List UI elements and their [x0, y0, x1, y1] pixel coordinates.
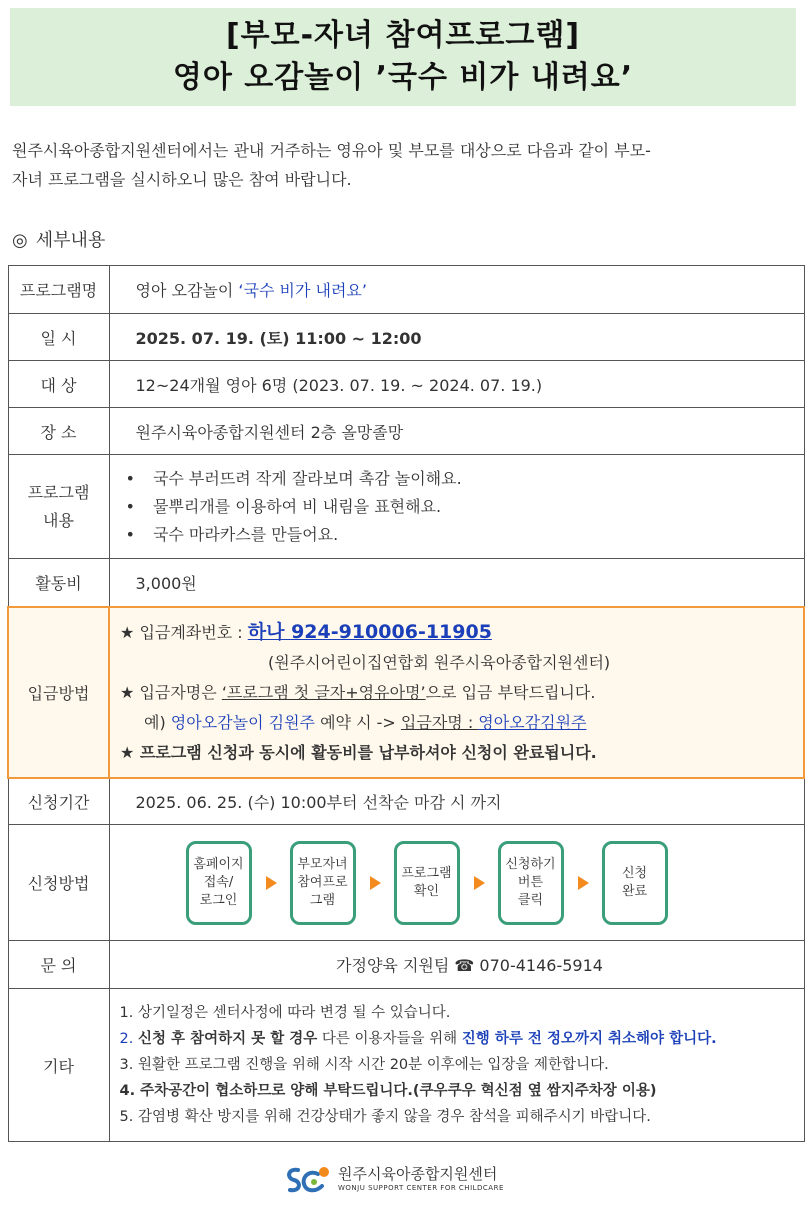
step-box: 신청 완료 — [602, 841, 668, 925]
content-item: • 물뿌리개를 이용하여 비 내림을 표현해요. — [126, 493, 804, 521]
section-heading-label: 세부내용 — [35, 230, 106, 251]
name-suffix: 으로 입금 부탁드립니다. — [425, 682, 596, 702]
etc-item-2-blue: 진행 하루 전 정오까지 취소해야 합니다. — [461, 1031, 717, 1047]
row-place — [8, 408, 804, 455]
etc-list — [116, 1000, 804, 1130]
intro-line-2: 자녀 프로그램을 실시하오니 많은 참여 바랍니다. — [12, 170, 352, 189]
center-logo-icon — [284, 1164, 332, 1194]
step-box: 프로그램 확인 — [394, 841, 460, 925]
account-number: 하나 924-910006-11905 — [247, 620, 492, 643]
row-target — [8, 361, 804, 408]
content-label — [8, 455, 109, 559]
arrow-right-icon — [370, 876, 381, 890]
example-label: 입금자명 : — [400, 712, 479, 732]
row-etc — [8, 989, 804, 1142]
datetime-value: 2025. 07. 19. (토) 11:00 ~ 12:00 — [109, 314, 804, 361]
double-circle-icon: ◎ — [12, 230, 28, 251]
method-steps — [110, 841, 804, 925]
row-datetime — [8, 314, 804, 361]
name-format: ‘프로그램 첫 글자+영유아명’ — [221, 682, 426, 702]
inquiry-label: 문 의 — [8, 941, 109, 989]
program-name-prefix: 영아 오감놀이 — [135, 281, 239, 300]
step-box: 신청하기 버튼 클릭 — [498, 841, 564, 925]
etc-value — [109, 989, 804, 1142]
deposit-notice: 프로그램 신청과 동시에 활동비를 납부하셔야 신청이 완료됩니다. — [139, 742, 597, 762]
place-value: 원주시육아종합지원센터 2층 올망졸망 — [109, 408, 804, 455]
content-list — [120, 465, 804, 549]
inquiry-value — [109, 941, 804, 989]
deposit-notice-line — [120, 738, 803, 768]
etc-item-2-mid: 다른 이용자들을 위해 — [317, 1031, 462, 1047]
row-period — [8, 778, 804, 825]
center-logo — [284, 1164, 504, 1194]
arrow-right-icon — [266, 876, 277, 890]
deposit-account-line — [120, 617, 803, 648]
step-box: 홈페이지 접속/ 로그인 — [186, 841, 252, 925]
etc-item: 1. 상기일정은 센터사정에 따라 변경 될 수 있습니다. — [119, 1005, 451, 1021]
example-program: 영아오감놀이 김원주 — [170, 712, 315, 732]
content-item: • 국수 마라카스를 만들어요. — [126, 521, 804, 549]
account-holder: (원주시어린이집연합회 원주시육아종합지원센터) — [268, 652, 611, 672]
content-label-line-1: 프로그램 — [27, 482, 90, 502]
content-item: • 국수 부러뜨려 작게 잘라보며 촉감 놀이해요. — [126, 465, 804, 493]
etc-item: 5. 감염병 확산 방지를 위해 건강상태가 좋지 않을 경우 참석을 피해주시기 바랍니다. — [119, 1109, 651, 1125]
period-value: 2025. 06. 25. (수) 10:00부터 선착순 마감 시 까지 — [109, 778, 804, 825]
target-label: 대 상 — [8, 361, 109, 408]
example-prefix: 예) — [144, 712, 171, 732]
star-icon: ★ — [120, 742, 135, 762]
row-deposit — [8, 607, 804, 778]
program-name-value — [109, 266, 804, 314]
datetime-label: 일 시 — [8, 314, 109, 361]
example-name: 영아오감김원주 — [478, 712, 587, 732]
fee-value: 3,000원 — [109, 559, 804, 607]
logo-name-ko: 원주시육아종합지원센터 — [338, 1165, 498, 1183]
etc-item: 3. 원활한 프로그램 진행을 위해 시작 시간 20분 이후에는 입장을 제한합니다. — [119, 1057, 609, 1073]
content-value — [109, 455, 804, 559]
intro-paragraph — [12, 136, 798, 194]
method-value — [109, 825, 804, 941]
logo-name-en: WONJU SUPPORT CENTER FOR CHILDCARE — [338, 1184, 504, 1192]
name-prefix: 입금자명은 — [139, 682, 222, 702]
details-table — [7, 265, 805, 1142]
etc-item — [120, 1026, 804, 1052]
title-line-1: [부모-자녀 참여프로그램] — [225, 18, 581, 53]
deposit-name-line — [120, 678, 803, 708]
example-mid: 예약 시 -> — [315, 712, 401, 732]
method-label: 신청방법 — [8, 825, 109, 941]
deposit-value — [109, 607, 804, 778]
step-box: 부모자녀 참여프로 그램 — [290, 841, 356, 925]
star-icon: ★ — [120, 682, 135, 702]
row-program-name — [8, 266, 804, 314]
deposit-label: 입금방법 — [8, 607, 109, 778]
center-logo-text — [338, 1165, 504, 1193]
title-banner — [10, 8, 796, 106]
target-value: 12~24개월 영아 6명 (2023. 07. 19. ~ 2024. 07. 19.) — [109, 361, 804, 408]
inquiry-phone: 070-4146-5914 — [474, 956, 603, 975]
fee-label: 활동비 — [8, 559, 109, 607]
etc-label: 기타 — [8, 989, 109, 1142]
row-content — [8, 455, 804, 559]
deposit-example-line — [120, 708, 803, 738]
place-label: 장 소 — [8, 408, 109, 455]
arrow-right-icon — [578, 876, 589, 890]
inquiry-team: 가정양육 지원팀 — [336, 956, 455, 975]
account-label: 입금계좌번호 : — [139, 622, 248, 642]
row-fee — [8, 559, 804, 607]
phone-icon: ☎ — [454, 956, 475, 975]
etc-item-2-bold: 신청 후 참여하지 못 할 경우 — [137, 1031, 318, 1047]
program-name-quoted: ‘국수 비가 내려요’ — [238, 281, 367, 300]
etc-item-2-num: 2. — [119, 1031, 138, 1047]
intro-line-1: 원주시육아종합지원센터에서는 관내 거주하는 영유아 및 부모를 대상으로 다음과 같이 부모- — [12, 141, 651, 160]
row-method — [8, 825, 804, 941]
period-label: 신청기간 — [8, 778, 109, 825]
row-inquiry — [8, 941, 804, 989]
etc-item: 4. 주차공간이 협소하므로 양해 부탁드립니다.(쿠우쿠우 혁신점 옆 쌈지주차장 이용) — [119, 1083, 657, 1099]
program-name-label: 프로그램명 — [8, 266, 109, 314]
title-line-2: 영아 오감놀이 ’국수 비가 내려요’ — [172, 60, 634, 95]
section-heading — [12, 226, 105, 252]
content-label-line-2: 내용 — [43, 510, 74, 530]
arrow-right-icon — [474, 876, 485, 890]
star-icon: ★ — [120, 622, 135, 642]
